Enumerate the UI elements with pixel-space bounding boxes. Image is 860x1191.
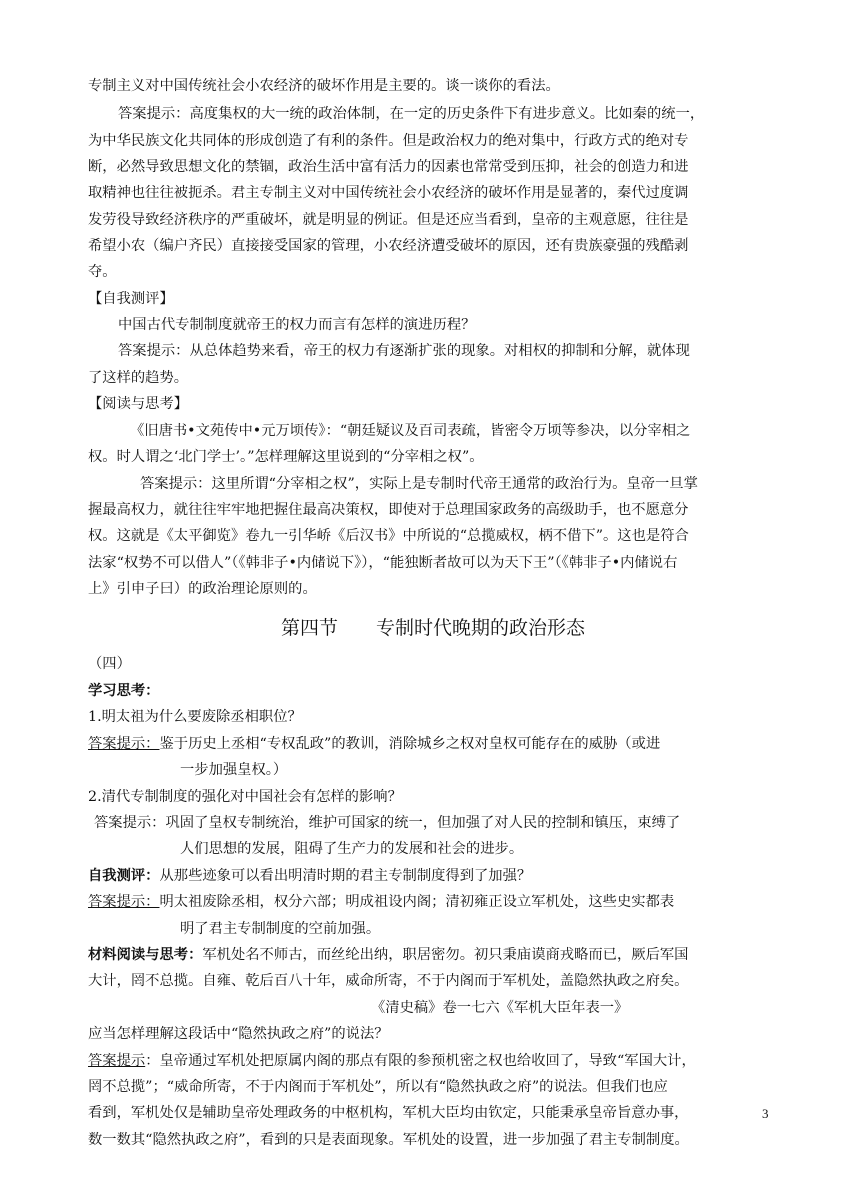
- intro-line: 专制主义对中国传统社会小农经济的破坏作用是主要的。谈一谈你的看法。: [88, 78, 560, 94]
- answer-text: 人们思想的发展，阻碍了生产力的发展和社会的进步。: [180, 841, 524, 857]
- reading-answer-line: 上》引申子曰）的政治理论原则的。: [88, 581, 317, 597]
- reading-answer-line: 握最高权力，就往往牢牢地把握住最高决策权，即使对于总理国家政务的高级助手，也不愿意分: [88, 502, 689, 518]
- page-number: 3: [762, 1106, 769, 1121]
- self-eval-heading: 【自我测评】: [88, 291, 174, 307]
- reading-answer-line: 答案提示：这里所谓“分宰相之权”，实际上是专制时代帝王通常的政治行为。皇帝一旦掌: [140, 476, 698, 492]
- answer-text: 巩固了皇权专制统治，维护可国家的统一，但加强了对人民的控制和镇压，束缚了: [165, 815, 681, 831]
- answer-text: 鉴于历史上丞相“专权乱政”的教训，消除城乡之权对皇权可能存在的威胁（或进: [159, 736, 661, 752]
- reading-question-line: 权。时人谓之‘北门学士’。”怎样理解这里说到的“分宰相之权”。: [88, 449, 484, 465]
- answer-text: 数一数其“隐然执政之府”，看到的只是表面现象。军机处的设置，进一步加强了君主专制制度。: [88, 1132, 689, 1148]
- material-text: 大计，罔不总揽。自雍、乾后百八十年，威命所寄，不于内阁而于军机处，盖隐然执政之府矣。: [88, 973, 689, 989]
- answer-line: 希望小农（编户齐民）直接接受国家的管理，小农经济遭受破坏的原因，还有贵族豪强的残酷剥: [88, 238, 689, 254]
- material-text: 军机处名不师古，而丝纶出纳，职居密勿。初只秉庙谟商戎略而已，厥后军国: [202, 947, 689, 963]
- answer-2-row: [94, 811, 680, 835]
- self-eval-row: [88, 864, 531, 888]
- self-eval-question: 中国古代专制制度就帝王的权力而言有怎样的演进历程？: [118, 317, 476, 333]
- answer-text: 一步加强皇权。）: [180, 762, 288, 778]
- answer-text: 明太祖废除丞相，权分六部；明成祖设内阁；清初雍正设立军机处，这些史实都表: [159, 894, 675, 910]
- answer-line: 发劳役导致经济秩序的严重破坏，就是明显的例证。但是还应当看到，皇帝的主观意愿，往往是: [88, 212, 689, 228]
- study-heading: 学习思考：: [88, 683, 160, 699]
- material-label: 材料阅读与思考：: [88, 947, 203, 963]
- answer-text: 明了君主专制制度的空前加强。: [180, 921, 381, 937]
- answer-label: 答案提示: [88, 1053, 146, 1069]
- answer-text: ：皇帝通过军机处把原属内阁的那点有限的参预机密之权也给收回了，导致“军国大计，: [145, 1053, 696, 1069]
- answer-label: 答案提示：: [94, 815, 166, 831]
- self-eval-label: 自我测评：: [88, 868, 160, 884]
- material-question: 应当怎样理解这段话中“隐然执政之府”的说法？: [88, 1026, 389, 1042]
- answer-line: 断，必然导致思想文化的禁锢，政治生活中富有活力的因素也常常受到压抑，社会的创造力和进: [88, 159, 689, 175]
- question-1: 1.明太祖为什么要废除丞相职位？: [88, 709, 302, 725]
- self-eval-answer-line: 答案提示：从总体趋势来看，帝王的权力有逐渐扩张的现象。对相权的抑制和分解，就体现: [118, 343, 690, 359]
- reading-question-line: 《旧唐书•文苑传中•元万顷传》：“朝廷疑议及百司表疏，皆密令万顷等参决，以分宰相之: [130, 423, 691, 439]
- answer-label: 答案提示：: [88, 894, 160, 910]
- answer-text: 罔不总揽”；“威命所寄，不于内阁而于军机处”，所以有“隐然执政之府”的说法。但我们也应: [88, 1079, 668, 1095]
- answer-line: 夺。: [88, 264, 117, 280]
- citation: 《清史稿》卷一七六《军机大臣年表一》: [371, 1000, 629, 1016]
- self-eval-text: 从那些迹象可以看出明清时期的君主专制制度得到了加强？: [159, 868, 532, 884]
- answer-3-row: [88, 890, 674, 914]
- self-eval-answer-line: 了这样的趋势。: [88, 370, 189, 386]
- reading-heading: 【阅读与思考】: [88, 396, 189, 412]
- question-2: 2.清代专制制度的强化对中国社会有怎样的影响？: [88, 789, 402, 805]
- reading-answer-line: 权。这就是《太平御览》卷九一引华峤《后汉书》中所说的“总揽威权，柄不借下”。这也是符合: [88, 528, 689, 544]
- subsection-label: （四）: [88, 656, 131, 672]
- answer-line: 答案提示：高度集权的大一统的政治体制，在一定的历史条件下有进步意义。比如秦的统一，: [118, 106, 705, 122]
- material-row: [88, 943, 688, 967]
- answer-label: 答案提示：: [88, 736, 160, 752]
- section-title: 第四节 专制时代晚期的政治形态: [280, 617, 585, 639]
- answer-1-row: [88, 732, 660, 756]
- answer-4-row: [88, 1049, 696, 1073]
- answer-line: 为中华民族文化共同体的形成创造了有利的条件。但是政治权力的绝对集中，行政方式的绝对专: [88, 133, 689, 149]
- answer-text: 看到，军机处仅是辅助皇帝处理政务的中枢机构，军机大臣均由钦定，只能秉承皇帝旨意办事，: [88, 1105, 689, 1121]
- answer-line: 取精神也往往被扼杀。君主专制主义对中国传统社会小农经济的破坏作用是显著的，秦代过度调: [88, 185, 689, 201]
- reading-answer-line: 法家“权势不可以借人”（《韩非子•内储说下》），“能独断者故可以为天下王”（《韩非子•内储说右: [88, 555, 678, 571]
